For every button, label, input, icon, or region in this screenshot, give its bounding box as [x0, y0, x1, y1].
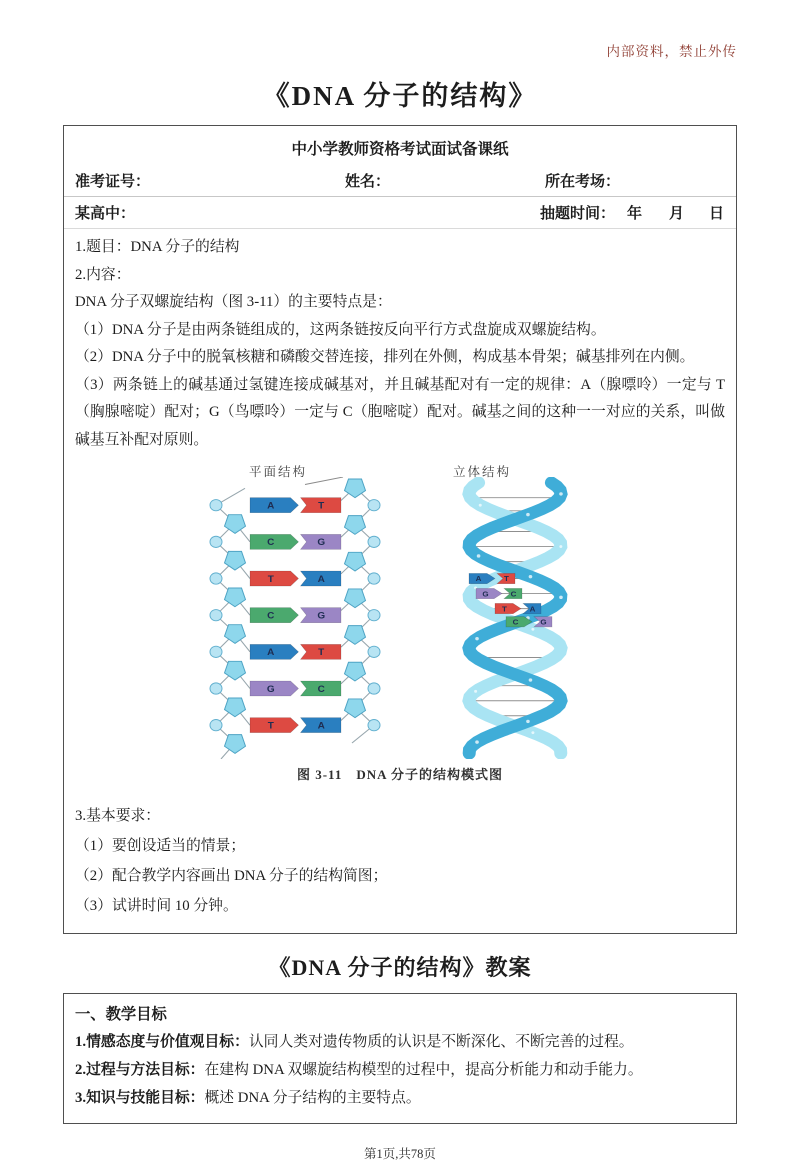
name-label: 姓名：: [345, 174, 391, 190]
content-point-3: （3）两条链上的碱基通过氢键连接成碱基对，并且碱基配对有一定的规律：A（腺嘌呤）一定与 T（胸腺嘧啶）配对；G（鸟嘌呤）一定与 C（胞嘧啶）配对。碱基之间的这种一一对应的关系，叫做碱基互补配对原则。: [75, 376, 725, 448]
svg-text:T: T: [502, 604, 507, 614]
teaching-objectives-heading: 一、教学目标: [75, 1006, 167, 1023]
svg-text:C: C: [317, 684, 325, 695]
divider: [64, 196, 736, 197]
content-point-2: （2）DNA 分子中的脱氧核糖和磷酸交替连接，排列在外侧，构成基本骨架；碱基排列在内侧。: [75, 349, 695, 365]
svg-text:C: C: [512, 617, 519, 627]
planar-structure-figure: [195, 477, 395, 759]
helix-structure-figure: [425, 477, 605, 759]
goal-text: 在建构 DNA 双螺旋结构模型的过程中，提高分析能力和动手能力。: [204, 1062, 643, 1078]
requirements-heading: 3.基本要求：: [75, 808, 161, 824]
requirement-3: （3）试讲时间 10 分钟。: [75, 898, 238, 914]
content-point-1: （1）DNA 分子是由两条链组成的，这两条链按反向平行方式盘旋成双螺旋结构。: [75, 321, 606, 338]
svg-text:T: T: [267, 574, 274, 585]
svg-text:C: C: [267, 537, 275, 549]
lesson-plan-box: [63, 993, 737, 1124]
goal-label: 2.过程与方法目标：: [75, 1062, 205, 1078]
meta-row-1: [64, 167, 736, 193]
svg-text:A: A: [267, 647, 275, 659]
dna-figure: [64, 462, 736, 759]
goal-affective: [75, 1028, 725, 1056]
goal-process: [75, 1056, 725, 1084]
confidential-notice: 内部资料，禁止外传: [606, 44, 737, 59]
meta-row-2: [64, 199, 736, 225]
admission-number-label: 准考证号：: [75, 174, 151, 190]
exam-prep-sheet: [63, 125, 737, 934]
svg-text:C: C: [510, 589, 517, 599]
planar-structure-column: [195, 462, 395, 759]
svg-text:A: A: [529, 604, 536, 614]
year-label: 年: [627, 206, 643, 222]
svg-text:G: G: [482, 589, 489, 599]
svg-text:T: T: [267, 720, 274, 732]
school-label: 某高中：: [75, 206, 136, 222]
svg-text:T: T: [318, 500, 325, 512]
svg-text:A: A: [475, 574, 482, 584]
draw-time-label: 抽题时间：: [540, 206, 616, 222]
topic-line: 1.题目：DNA 分子的结构: [75, 239, 240, 255]
helix-structure-column: [425, 462, 605, 759]
svg-text:A: A: [267, 500, 275, 512]
goal-label: 3.知识与技能目标：: [75, 1090, 205, 1106]
svg-text:G: G: [317, 537, 326, 549]
goal-knowledge: [75, 1084, 725, 1112]
svg-text:G: G: [317, 610, 326, 622]
figure-caption: 图 3-11 DNA 分子的结构模式图: [296, 767, 504, 782]
day-label: 日: [709, 206, 725, 222]
divider: [64, 228, 736, 229]
venue-label: 所在考场：: [545, 174, 621, 190]
helix-structure-label: 立体结构: [453, 465, 512, 479]
svg-text:G: G: [266, 684, 275, 695]
month-label: 月: [669, 206, 685, 222]
page-number: 第1页,共78页: [364, 1147, 436, 1161]
requirement-2: （2）配合教学内容画出 DNA 分子的结构简图；: [75, 868, 388, 884]
svg-text:A: A: [317, 574, 325, 585]
svg-text:G: G: [540, 617, 547, 627]
goal-text: 认同人类对遗传物质的认识是不断深化、不断完善的过程。: [248, 1034, 634, 1050]
planar-structure-label: 平面结构: [249, 465, 308, 479]
requirement-1: （1）要创设适当的情景；: [75, 838, 246, 854]
content-intro: DNA 分子双螺旋结构（图 3-11）的主要特点是：: [75, 294, 392, 310]
lesson-plan-title: 《DNA 分子的结构》教案: [268, 955, 532, 980]
page-title: 《DNA 分子的结构》: [262, 81, 538, 111]
content-heading: 2.内容：: [75, 266, 131, 283]
svg-text:T: T: [504, 574, 509, 584]
svg-text:T: T: [318, 647, 325, 659]
svg-text:C: C: [267, 610, 275, 622]
svg-text:A: A: [317, 720, 325, 732]
goal-text: 概述 DNA 分子结构的主要特点。: [204, 1090, 421, 1106]
sheet-header: 中小学教师资格考试面试备课纸: [291, 141, 509, 158]
goal-label: 1.情感态度与价值观目标：: [75, 1034, 249, 1050]
